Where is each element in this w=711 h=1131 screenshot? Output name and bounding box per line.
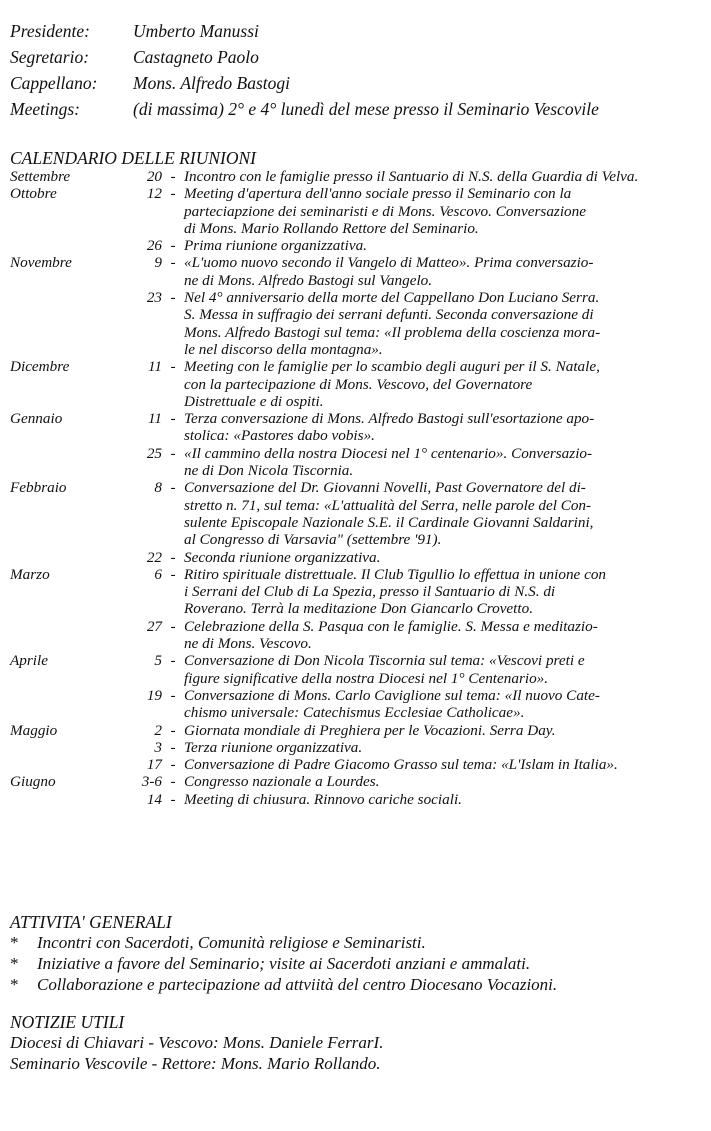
calendar-entry [10,237,700,254]
entry-day: 27 [146,617,162,635]
entry-day: 17 [146,756,162,774]
calendar-entry [10,410,700,445]
entry-dash: - [170,686,176,704]
entry-line: i Serrani del Club di La Spezia, presso il Santuario di N.S. di [184,583,556,601]
officer-value: Umberto Manussi [133,21,259,41]
calendar-entry [10,549,700,566]
entry-description [184,652,700,687]
entry-dash: - [170,444,176,462]
entry-line: Ritiro spirituale distrettuale. Il Club Tigullio lo effettua in unione con [184,565,607,583]
calendar-entry [10,791,700,808]
entry-month: Dicembre [10,358,70,376]
entry-description [184,566,700,618]
entry-month [10,756,122,773]
entry-dash: - [170,652,176,670]
entry-day: 3 [154,738,162,756]
entry-line: parteciapzione dei seminaristi e di Mons. Vescovo. Conversazione [184,202,586,220]
entry-line: stolica: «Pastores dabo vobis». [184,427,375,445]
entry-day: 9 [154,254,162,272]
list-item-text: Incontri con Sacerdoti, Comunità religiose e Seminaristi. [37,933,426,952]
list-item-text: Collaborazione e partecipazione ad attviità del centro Diocesano Vocazioni. [37,975,558,994]
entry-dash: - [170,168,176,185]
entry-day: 26 [146,237,162,255]
entry-month [10,739,122,756]
entry-line: al Congresso di Varsavia" (settembre '91). [184,531,442,549]
entry-description [184,549,700,566]
officer-row-secretary [10,44,599,70]
entry-line: ne di Mons. Vescovo. [184,635,312,653]
useful-news [10,1012,383,1074]
entry-dash: - [170,548,176,566]
entry-description [184,445,700,480]
entry-month [10,237,122,254]
officer-label: Cappellano: [10,73,98,93]
entry-description [184,237,700,254]
entry-day: 3-6 [141,773,162,791]
entry-line: Celebrazione della S. Pasqua con le famiglie. S. Messa e meditazio- [184,617,598,635]
entry-line: sulente Episcopale Nazionale S.E. il Cardinale Giovanni Saldarini, [184,513,594,531]
calendar-entry [10,652,700,687]
news-line: Seminario Vescovile - Rettore: Mons. Mario Rollando. [10,1054,381,1073]
entry-month: Settembre [10,168,71,185]
entry-description [184,773,700,790]
entry-line: Prima riunione organizzativa. [184,237,367,255]
entry-month: Gennaio [10,410,63,428]
entry-month [10,618,122,653]
calendar-list [10,168,700,808]
entry-description [184,185,700,237]
entry-dash: - [170,790,176,808]
entry-line: Meeting d'apertura dell'anno sociale presso il Seminario con la [184,185,572,203]
entry-month [10,289,122,358]
entry-description [184,479,700,548]
entry-dash: - [170,358,176,376]
entry-line: Roverano. Terrà la meditazione Don Giancarlo Crovetto. [184,600,534,618]
calendar-entry [10,289,700,358]
entry-day: 12 [146,185,162,203]
entry-day: 23 [146,289,162,307]
entry-day: 25 [146,444,162,462]
entry-month: Febbraio [10,479,67,497]
calendar-entry [10,739,700,756]
entry-line: Congresso nazionale a Lourdes. [184,773,380,791]
entry-day: 2 [154,721,162,739]
bullet-icon: * [10,975,19,994]
entry-line: «L'uomo nuovo secondo il Vangelo di Matteo». Prima conversazio- [184,254,594,272]
entry-day: 5 [154,652,162,670]
entry-description [184,722,700,739]
entry-line: Incontro con le famiglie presso il Santuario di N.S. della Guardia di Velva. [184,168,639,185]
entry-line: Distrettuale e di ospiti. [184,392,324,410]
entry-month: Giugno [10,773,56,791]
entry-day: 11 [147,410,162,428]
news-title: NOTIZIE UTILI [10,1012,125,1032]
entry-line: di Mons. Mario Rollando Rettore del Seminario. [184,219,479,237]
entry-dash: - [170,756,176,774]
entry-day: 11 [147,358,162,376]
entry-line: Terza conversazione di Mons. Alfredo Bastogi sull'esortazione apo- [184,410,595,428]
calendar-entry [10,618,700,653]
bullet-icon: * [10,933,19,952]
officer-row-president [10,18,599,44]
officers-block [10,18,599,122]
news-line: Diocesi di Chiavari - Vescovo: Mons. Daniele FerrarI. [10,1033,384,1052]
calendar-entry [10,254,700,289]
entry-day: 6 [154,565,162,583]
entry-description [184,791,700,808]
officer-label: Segretario: [10,47,90,67]
list-item-text: Iniziative a favore del Seminario; visite ai Sacerdoti anziani e ammalati. [37,954,531,973]
officer-value: Castagneto Paolo [133,47,259,67]
entry-dash: - [170,479,176,497]
entry-day: 19 [146,686,162,704]
calendar-entry [10,358,700,410]
entry-day: 14 [146,790,162,808]
entry-line: Giornata mondiale di Preghiera per le Vocazioni. Serra Day. [184,721,556,739]
entry-month [10,687,122,722]
entry-month: Novembre [10,254,72,272]
officer-row-chaplain [10,70,599,96]
entry-line: ne di Mons. Alfredo Bastogi sul Vangelo. [184,271,433,289]
entry-description [184,687,700,722]
entry-line: le nel discorso della montagna». [184,340,383,358]
entry-line: con la partecipazione di Mons. Vescovo, del Governatore [184,375,533,393]
entry-description [184,756,700,773]
calendar-entry [10,445,700,480]
calendar-title: CALENDARIO DELLE RIUNIONI [10,148,256,168]
entry-month [10,549,122,566]
entry-description [184,168,700,185]
calendar-entry [10,756,700,773]
entry-dash: - [170,617,176,635]
entry-month: Ottobre [10,185,57,203]
general-title: ATTIVITA' GENERALI [10,912,172,932]
bullet-icon: * [10,954,19,973]
entry-line: Conversazione di Padre Giacomo Grasso sul tema: «L'Islam in Italia». [184,756,618,774]
entry-month [10,791,122,808]
entry-line: Mons. Alfredo Bastogi sul tema: «Il problema della coscienza mora- [184,323,601,341]
calendar-entry [10,168,700,185]
entry-line: Meeting di chiusura. Rinnovo cariche sociali. [184,790,462,808]
entry-description [184,618,700,653]
entry-line: Conversazione del Dr. Giovanni Novelli, Past Governatore del di- [184,479,586,497]
entry-dash: - [170,185,176,203]
entry-description [184,410,700,445]
calendar-entry [10,773,700,790]
entry-line: stretto n. 71, sul tema: «L'attualità del Serra, nelle parole del Con- [184,496,592,514]
entry-dash: - [170,254,176,272]
entry-line: chismo universale: Catechismus Ecclesiae Catholicae». [184,704,525,722]
entry-day: 20 [146,168,162,185]
entry-dash: - [170,773,176,791]
entry-dash: - [170,237,176,255]
officer-value: Mons. Alfredo Bastogi [133,73,291,93]
entry-line: figure significative della nostra Diocesi nel 1° Centenario». [184,669,549,687]
calendar-entry [10,566,700,618]
entry-month: Maggio [10,721,58,739]
general-activities [10,912,557,995]
entry-line: Seconda riunione organizzativa. [184,548,381,566]
entry-day: 22 [146,548,162,566]
list-item [10,974,557,995]
entry-line: S. Messa in suffragio dei serrani defunti. Seconda conversazione di [184,306,594,324]
list-item [10,953,557,974]
entry-dash: - [170,410,176,428]
entry-dash: - [170,721,176,739]
entry-dash: - [170,738,176,756]
entry-line: ne di Don Nicola Tiscornia. [184,462,354,480]
entry-line: Meeting con le famiglie per lo scambio degli auguri per il S. Natale, [184,358,600,376]
entry-line: Conversazione di Don Nicola Tiscornia sul tema: «Vescovi preti e [184,652,585,670]
calendar-entry [10,722,700,739]
entry-month [10,445,122,480]
entry-day: 8 [154,479,162,497]
officer-label: Meetings: [10,99,80,119]
entry-dash: - [170,565,176,583]
list-item [10,932,557,953]
calendar-entry [10,479,700,548]
officer-row-meetings [10,96,599,122]
entry-month: Aprile [10,652,48,670]
calendar-entry [10,687,700,722]
entry-description [184,358,700,410]
calendar-entry [10,185,700,237]
entry-description [184,254,700,289]
entry-description [184,739,700,756]
entry-line: Nel 4° anniversario della morte del Cappellano Don Luciano Serra. [184,289,600,307]
entry-description [184,289,700,358]
entry-line: Terza riunione organizzativa. [184,738,363,756]
entry-month: Marzo [10,565,50,583]
entry-line: «Il cammino della nostra Diocesi nel 1° centenario». Conversazio- [184,444,593,462]
officer-value: (di massima) 2° e 4° lunedì del mese presso il Seminario Vescovile [133,99,599,119]
entry-line: Conversazione di Mons. Carlo Caviglione sul tema: «Il nuovo Cate- [184,686,600,704]
officer-label: Presidente: [10,21,91,41]
entry-dash: - [170,289,176,307]
